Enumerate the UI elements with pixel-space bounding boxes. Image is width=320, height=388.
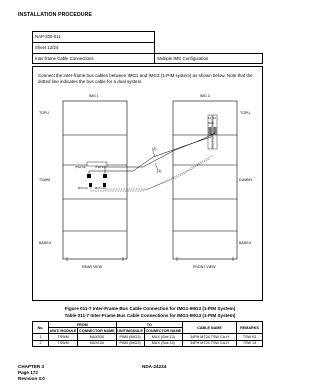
footer-chapter: CHAPTER 3 [18,364,45,369]
cable-diagram [33,67,264,302]
footer-left [18,364,45,382]
cable-1 [89,133,211,176]
tsw-upper-b-label: (TSW13) [95,166,106,169]
configuration: Multiple IMG Configuration [155,53,263,64]
tswm-label: TSWM [39,178,50,182]
img1-label: IMG 1 [89,94,99,98]
topu-left-label: TOPU [39,111,49,115]
col-from-unit: UNIT/ MODULE [49,328,77,333]
col-cable: CABLE NAME [183,322,237,334]
figure-caption: Figure 011-7 Inter-Frame Bus Cable Connection for IMG1-IMG3 (1-PIM System) [64,306,236,311]
table-row: 2 TSWM MUX130 PIM0 (IMG3) MUX (Slot 14) 34PH MT24 TSW CA-H TSW 13 [33,340,263,346]
tsw-upper-a-label: (TSW 03) [75,166,87,169]
sheet-number: Sheet 12/24 [33,42,155,53]
footer-revision: Revision 3.0 [18,376,45,381]
footer-doc-id: NDA-24234 [142,364,167,369]
img3-frame [173,101,237,259]
mux-lower-b-label: MUX (1) [95,187,105,190]
procedure-info-table [32,31,263,64]
img1-frame [63,101,127,259]
col-to-unit: UNIT/MODULE [117,328,143,333]
pim-mux-label: MUX [208,122,214,125]
pim-slot-14-label: 14 [213,117,216,120]
callout-1: (1) [157,169,162,173]
dummy-label: DUMMY [239,178,253,182]
procedure-box [32,66,263,301]
col-from-conn: CONNECTOR NAME [79,328,115,333]
table-caption: Table 011-7 Inter-Frame Bus Cable Connections for IMG1-IMG3 (1-PIM System) [64,313,236,318]
mux-lower-a-label: MUX (0) [78,187,88,190]
footer-page: Page 172 [18,370,38,375]
connection-table [32,321,263,347]
front-view-label: FRONT VIEW [193,265,216,269]
dual-cable-1 [91,159,209,191]
page-header: INSTALLATION PROCEDURE [18,12,93,18]
table-row: 1 TSWM MUX030 PIM0 (IMG3) MUX (Slot 13) 34PH MT24 TSW CA-H TSW 03 [33,334,263,340]
col-to: TO [116,322,183,328]
callout-2: (2) [152,147,157,151]
procedure-id: NAP-200-011 [33,32,155,43]
img3-label: IMG 3 [200,94,210,98]
col-from: FROM [49,322,117,328]
baseu-right-label: BASEU [239,241,252,245]
topu-right-label: TOPU [240,111,250,115]
baseu-left-label: BASEU [39,241,52,245]
intro-text: Connect the inter-frame bus cables between IMG1 and IMG3 (1-PIM system) as shown below. Note that the dotted line indicates the bus cable for a dual system. [38,73,253,85]
col-to-conn: CONNECTOR NAME [145,328,182,333]
rear-view-label: REAR VIEW [82,265,103,269]
col-no: No. [33,322,49,334]
pim-slot-13-label: 13 [208,117,211,120]
procedure-title: Inter-frame Cable Connections [33,53,155,64]
col-remarks: REMARKS [237,322,263,334]
